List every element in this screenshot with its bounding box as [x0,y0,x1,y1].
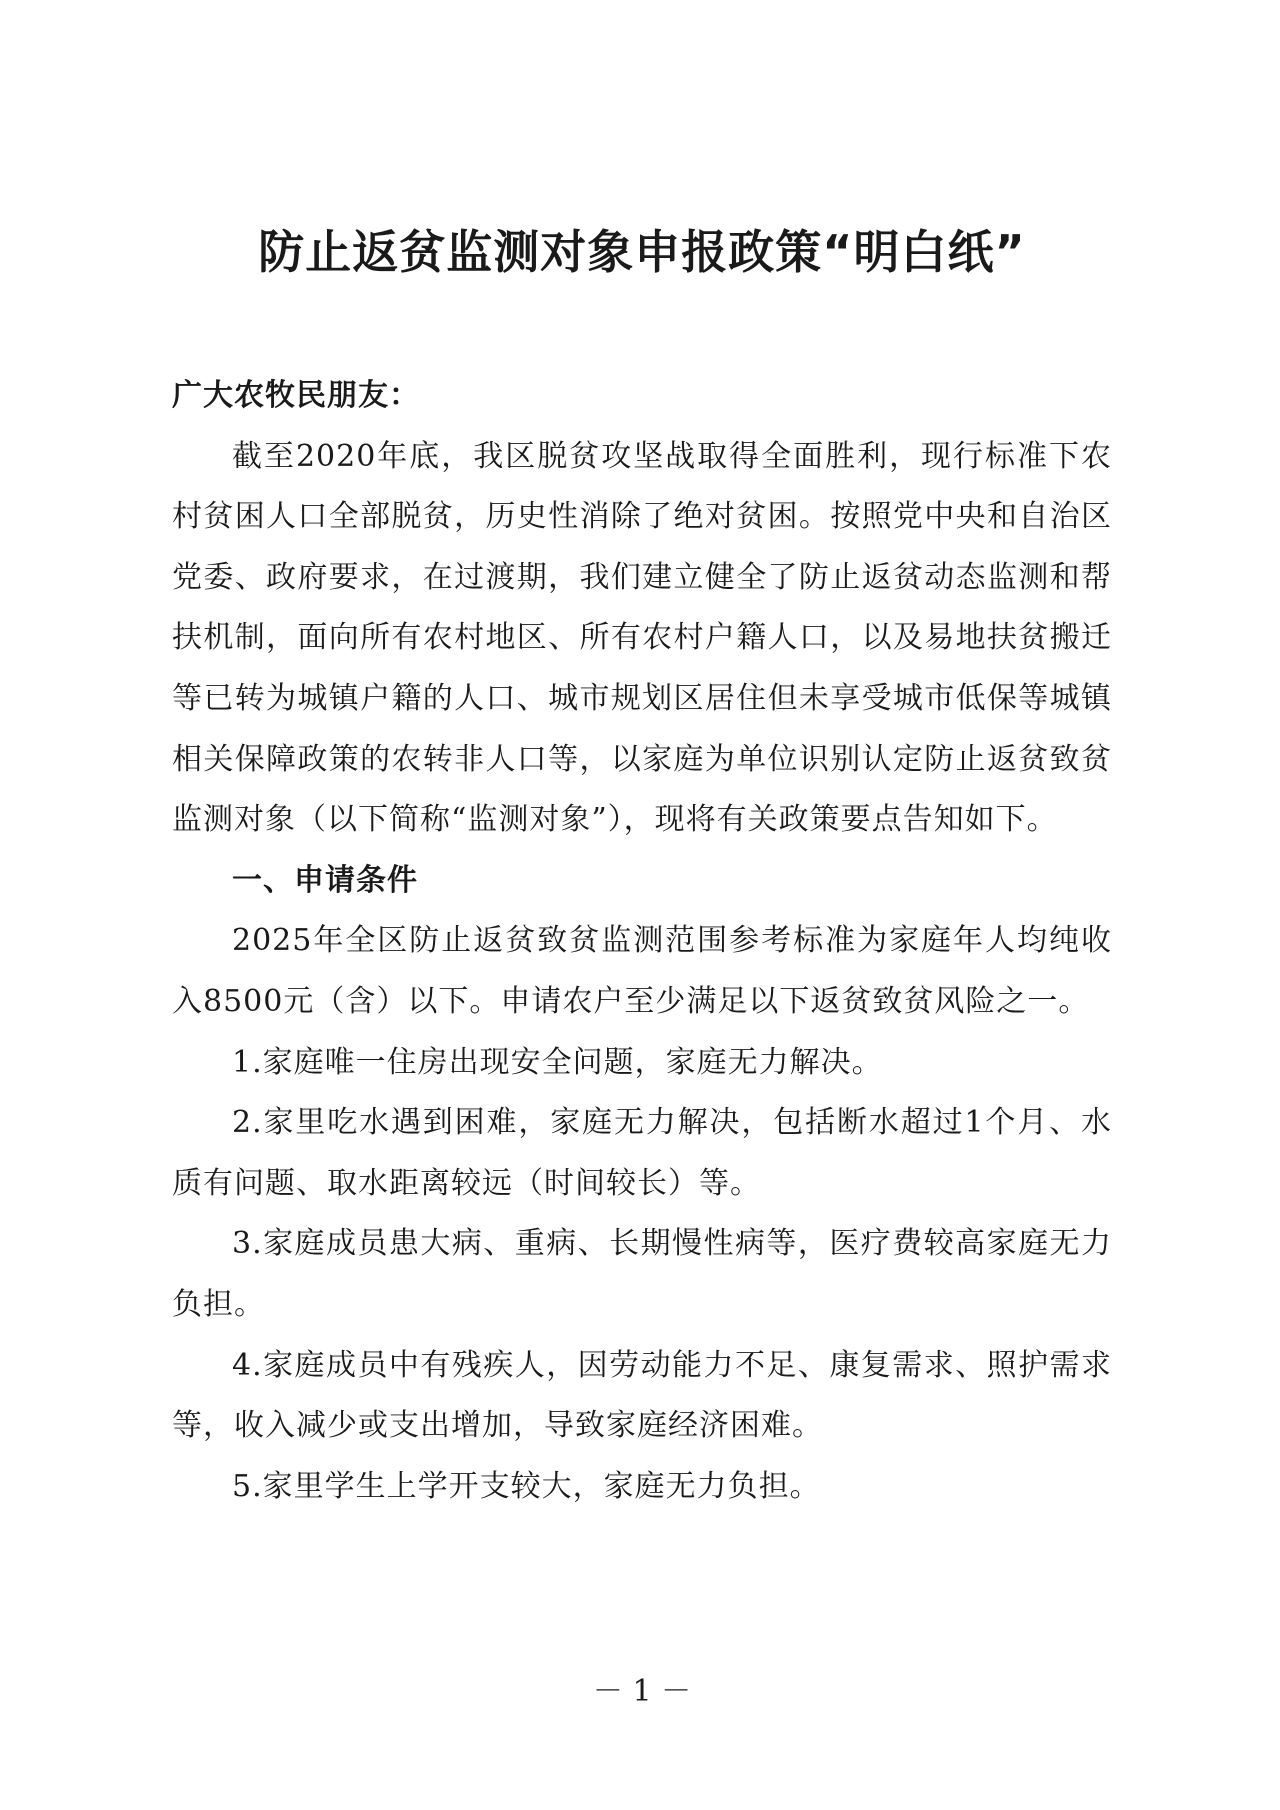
condition-item-2: 2.家里吃水遇到困难，家庭无力解决，包括断水超过1个月、水质有问题、取水距离较远（时间较长）等。 [172,1105,1112,1201]
intro-paragraph: 截至2020年底，我区脱贫攻坚战取得全面胜利，现行标准下农村贫困人口全部脱贫，历史性消除了绝对贫困。按照党中央和自治区党委、政府要求，在过渡期，我们建立健全了防止返贫动态监测和帮扶机制，面向所有农村地区、所有农村户籍人口，以及易地扶贫搬迁等已转为城镇户籍的人口、城市规划区居住但未享受城市低保等城镇相关保障政策的农转非人口等，以家庭为单位识别认定防止返贫致贫监测对象（以下简称“监测对象”），现将有关政策要点告知如下。 [172,438,1112,838]
salutation: 广大农牧民朋友： [172,378,420,413]
document-title: 防止返贫监测对象申报政策“明白纸” [258,225,1026,279]
section-heading-application-conditions: 一、申请条件 [232,862,418,898]
document-body [172,366,1112,1517]
document-page [172,0,1112,1810]
condition-item-5: 5.家里学生上学开支较大，家庭无力负担。 [232,1468,821,1504]
condition-item-3: 3.家庭成员患大病、重病、长期慢性病等，医疗费较高家庭无力负担。 [172,1226,1112,1322]
page-number: － 1 － [592,1674,692,1709]
income-standard-paragraph: 2025年全区防止返贫致贫监测范围参考标准为家庭年人均纯收入8500元（含）以下。申请农户至少满足以下返贫致贫风险之一。 [172,923,1112,1019]
condition-item-4: 4.家庭成员中有残疾人，因劳动能力不足、康复需求、照护需求等，收入减少或支出增加，导致家庭经济困难。 [172,1347,1112,1444]
condition-item-1: 1.家庭唯一住房出现安全问题，家庭无力解决。 [232,1044,883,1080]
